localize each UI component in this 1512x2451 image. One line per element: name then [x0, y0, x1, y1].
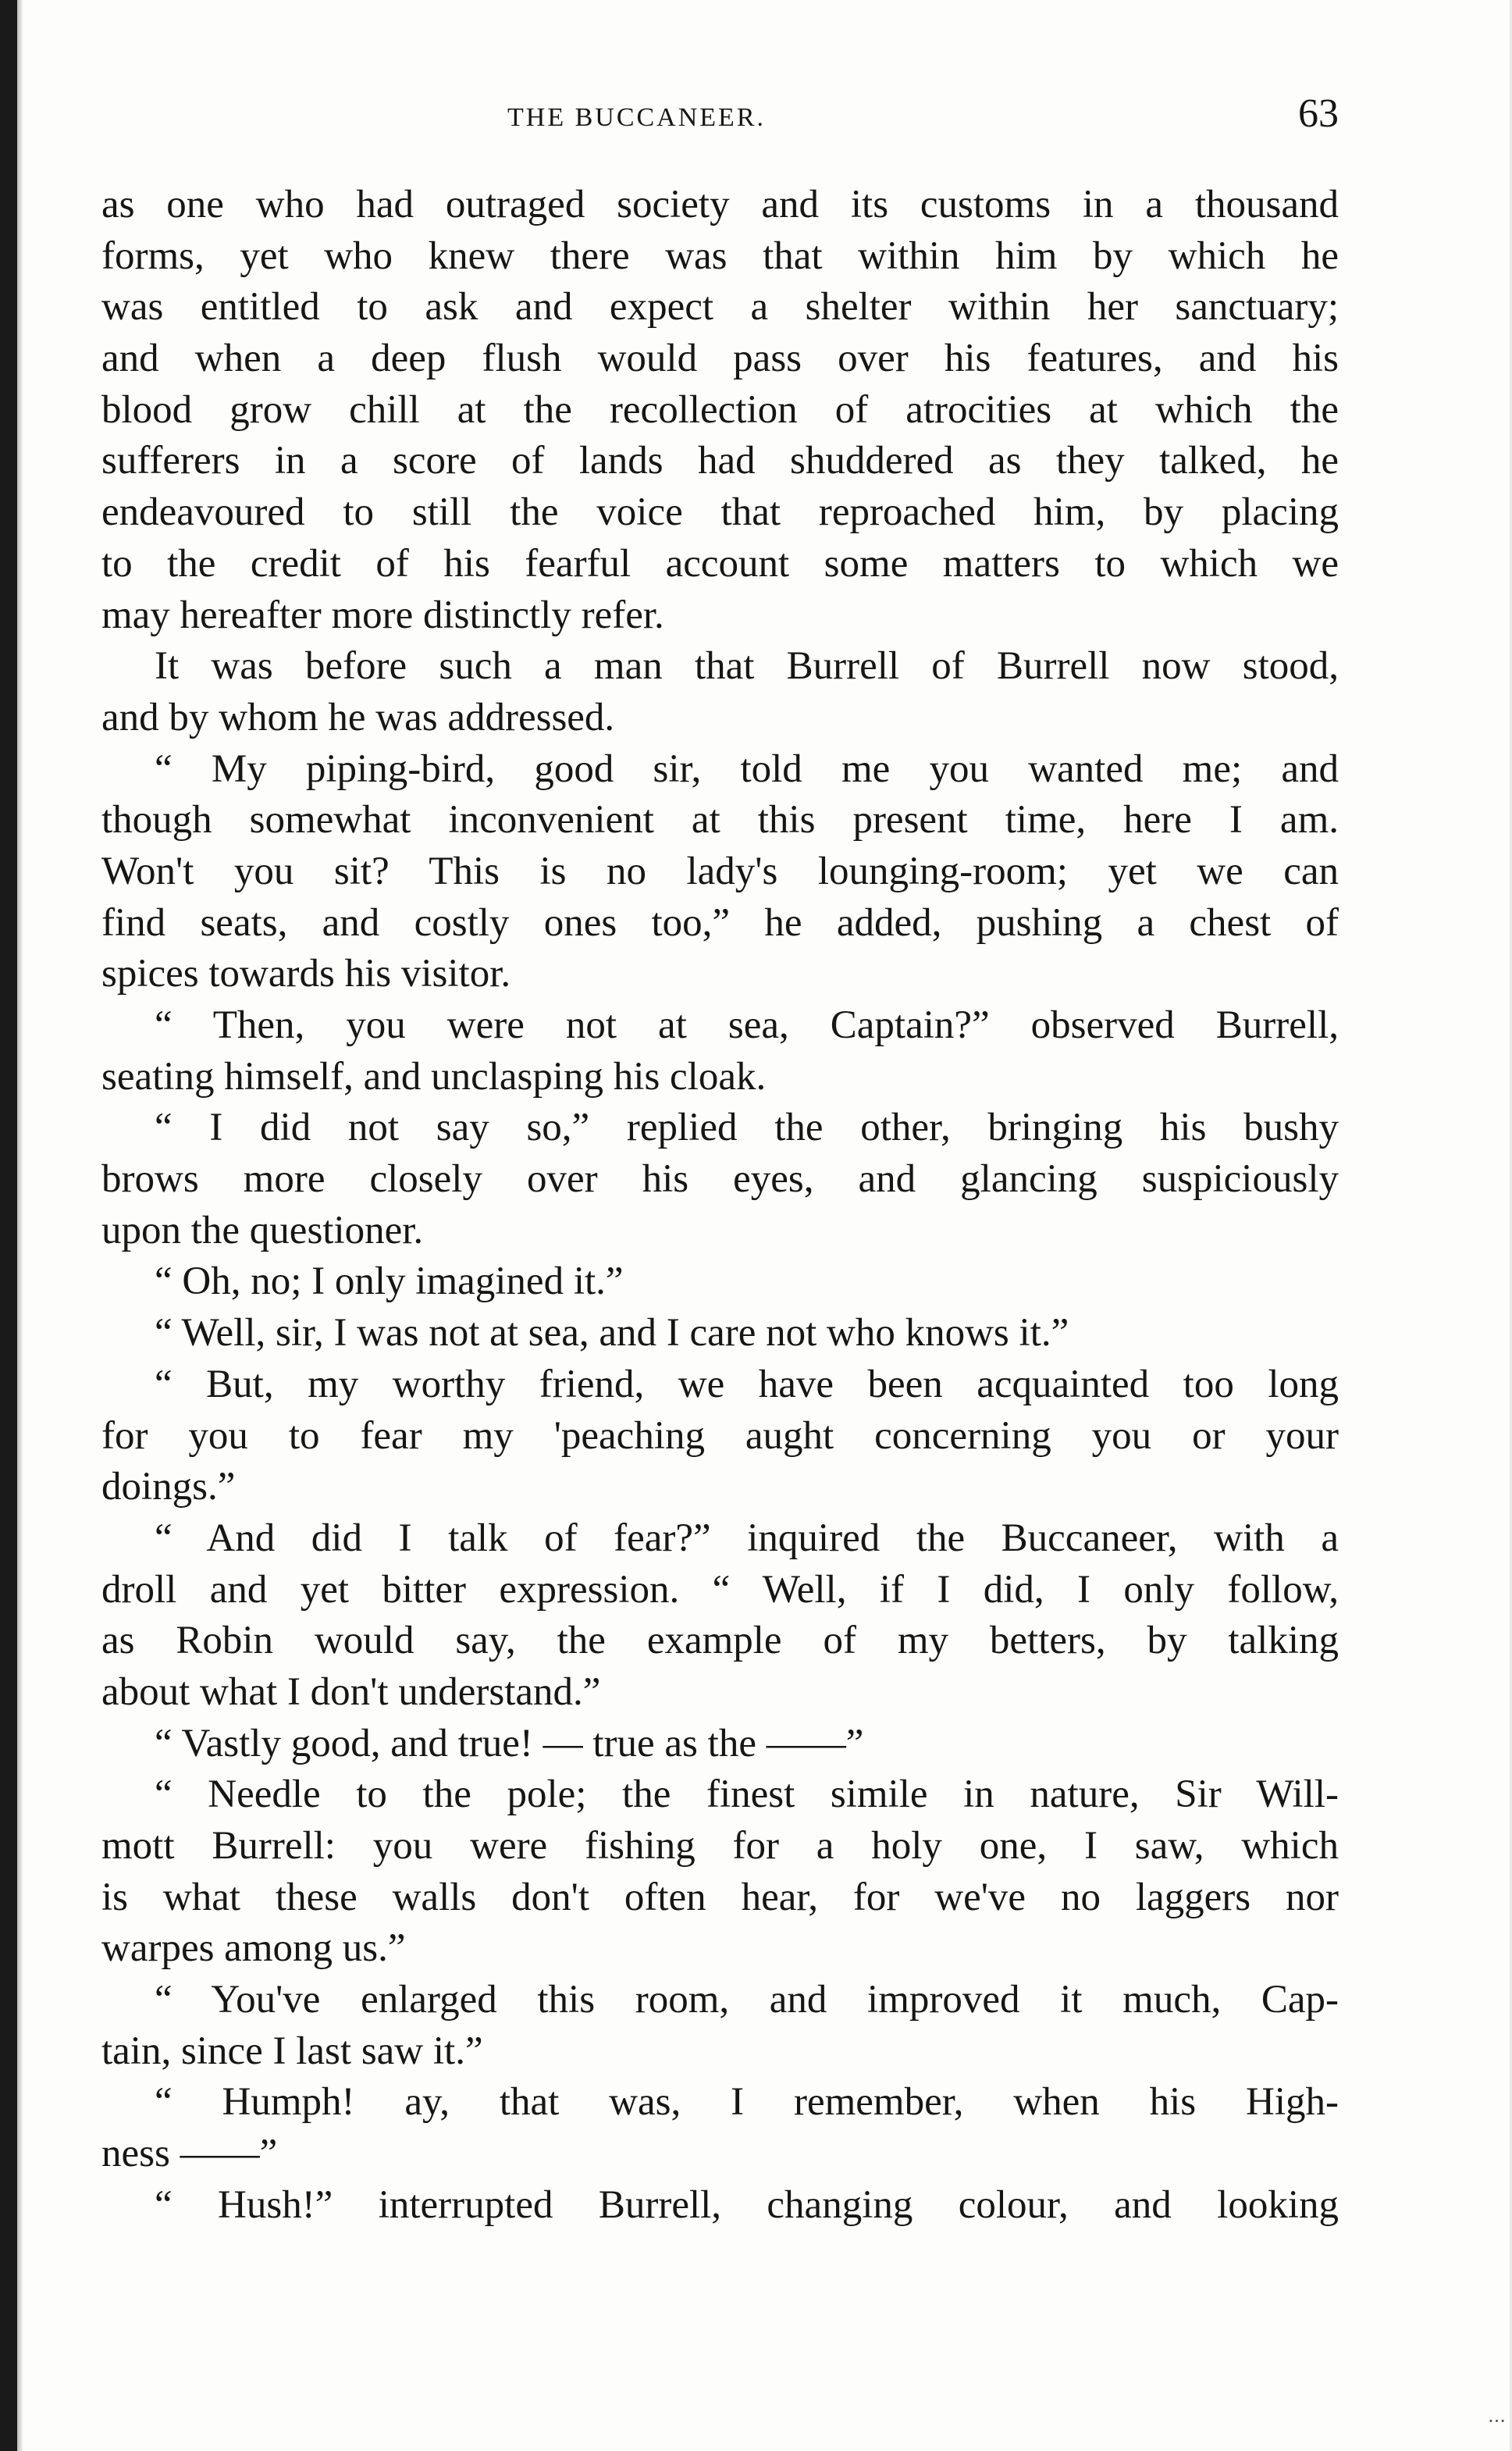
- text-line: “ I did not say so,” replied the other, bringing his bushy: [155, 1106, 1339, 1150]
- text-line: for you to fear my 'peaching aught concerning you or your: [101, 1413, 1339, 1458]
- text-line: Won't you sit? This is no lady's lounging-room; yet we can: [101, 849, 1339, 893]
- text-line: “ My piping-bird, good sir, told me you wanted me; and: [155, 746, 1339, 791]
- text-line: tain, since I last saw it.”: [101, 2029, 483, 2073]
- text-line: “ Needle to the pole; the finest simile in nature, Sir Will-: [155, 1772, 1339, 1817]
- text-line: may hereafter more distinctly refer.: [101, 593, 664, 637]
- text-line: find seats, and costly ones too,” he added, pushing a chest of: [101, 900, 1339, 945]
- running-head: THE BUCCANEER.: [507, 103, 766, 132]
- text-line: though somewhat inconvenient at this present time, here I am.: [101, 798, 1339, 843]
- text-line: spices towards his visitor.: [101, 952, 511, 996]
- text-line: endeavoured to still the voice that reproached him, by placing: [101, 490, 1339, 535]
- body-text: [101, 180, 1339, 2232]
- text-line: “ You've enlarged this room, and improved it much, Cap-: [155, 1978, 1339, 2022]
- text-line: blood grow chill at the recollection of atrocities at which the: [101, 387, 1339, 432]
- text-line: “ Well, sir, I was not at sea, and I care not who knows it.”: [155, 1311, 1069, 1356]
- scan-mark: ···: [1488, 2410, 1506, 2432]
- text-line: “ And did I talk of fear?” inquired the Buccaneer, with a: [155, 1516, 1339, 1560]
- binding-edge: [0, 0, 17, 2451]
- text-line: is what these walls don't often hear, for we've no laggers nor: [101, 1875, 1339, 1919]
- text-line: ness ——”: [101, 2132, 278, 2176]
- binding-shadow: [17, 0, 23, 2451]
- text-line: doings.”: [101, 1465, 236, 1509]
- text-line: droll and yet bitter expression. “ Well, if I did, I only follow,: [101, 1567, 1339, 1612]
- text-line: as one who had outraged society and its customs in a thousand: [101, 183, 1339, 226]
- text-line: warpes among us.”: [101, 1926, 406, 1971]
- text-line: seating himself, and unclasping his cloak.: [101, 1054, 767, 1099]
- text-line: “ Humph! ay, that was, I remember, when his High-: [155, 2080, 1339, 2125]
- text-line: upon the questioner.: [101, 1208, 424, 1252]
- text-line: brows more closely over his eyes, and glancing suspiciously: [101, 1157, 1339, 1202]
- page-number: 63: [1298, 91, 1339, 136]
- page-header: [101, 86, 1339, 148]
- text-line: was entitled to ask and expect a shelter within her sanctuary;: [101, 285, 1339, 330]
- text-line: It was before such a man that Burrell of Burrell now stood,: [155, 644, 1339, 689]
- text-line: “ Oh, no; I only imagined it.”: [155, 1259, 624, 1304]
- text-line: forms, yet who knew there was that within him by which he: [101, 233, 1339, 278]
- text-line: to the credit of his fearful account some matters to which we: [101, 541, 1339, 586]
- text-line: “ Then, you were not at sea, Captain?” observed Burrell,: [155, 1003, 1339, 1047]
- text-line: mott Burrell: you were fishing for a holy one, I saw, which: [101, 1824, 1339, 1868]
- text-line: about what I don't understand.”: [101, 1669, 601, 1714]
- text-line: as Robin would say, the example of my betters, by talking: [101, 1619, 1339, 1663]
- text-line: “ But, my worthy friend, we have been acquainted too long: [155, 1362, 1339, 1406]
- text-line: “ Hush!” interrupted Burrell, changing colour, and looking: [155, 2182, 1339, 2227]
- text-line: and by whom he was addressed.: [101, 695, 615, 739]
- text-line: and when a deep flush would pass over his features, and his: [101, 337, 1339, 381]
- text-line: “ Vastly good, and true! — true as the ——”: [155, 1721, 864, 1765]
- text-line: sufferers in a score of lands had shuddered as they talked, he: [101, 439, 1339, 483]
